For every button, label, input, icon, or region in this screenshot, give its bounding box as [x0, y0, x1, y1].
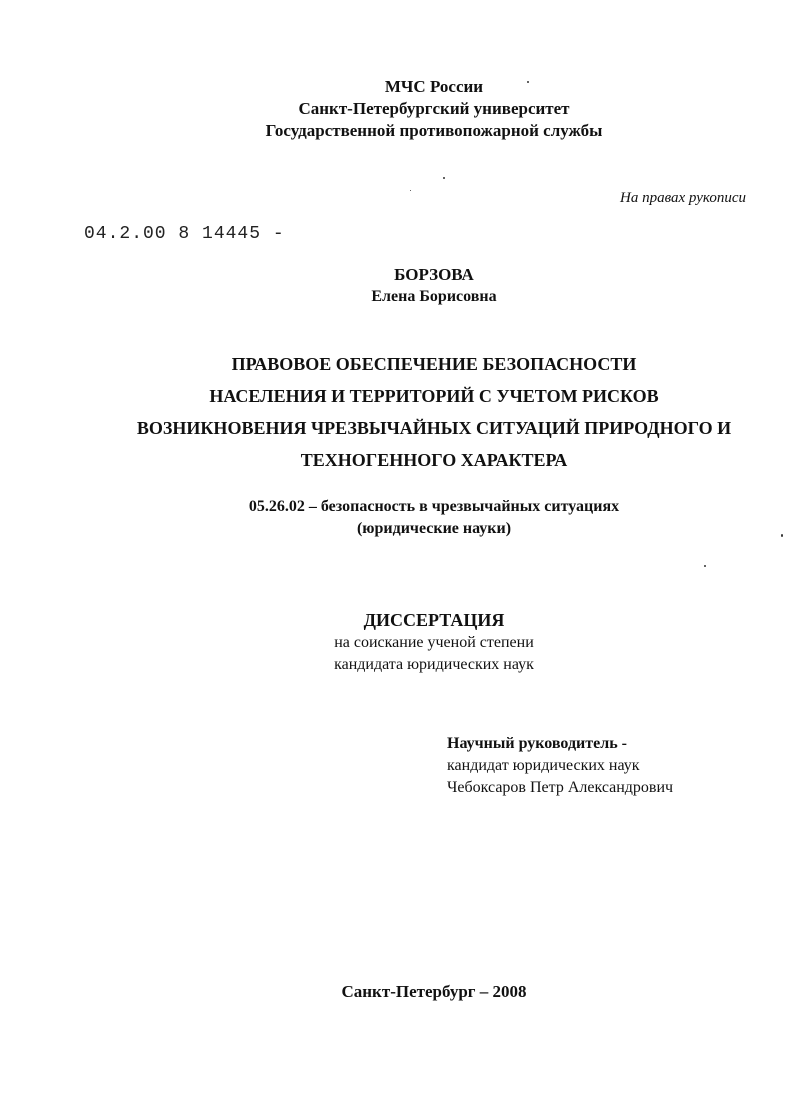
- author-name: Елена Борисовна: [371, 288, 497, 305]
- scan-speck: [410, 190, 411, 191]
- title-line-3: ВОЗНИКНОВЕНИЯ ЧРЕЗВЫЧАЙНЫХ СИТУАЦИЙ ПРИРОДНОГО И: [136, 418, 732, 438]
- title-line-1: ПРАВОВОЕ ОБЕСПЕЧЕНИЕ БЕЗОПАСНОСТИ: [231, 354, 637, 374]
- specialty-block: [100, 496, 768, 540]
- advisor-block: [447, 733, 673, 799]
- degree-block: [100, 608, 768, 676]
- author-block: [0, 264, 798, 308]
- scan-speck: [443, 177, 445, 179]
- city-year: Санкт-Петербург – 2008: [341, 982, 527, 1001]
- org-line-3: Государственной противопожарной службы: [265, 121, 603, 140]
- org-line-1: МЧС России: [384, 77, 484, 96]
- scan-speck: [781, 534, 783, 537]
- manuscript-note: На правах рукописи: [620, 190, 746, 206]
- scan-speck: [704, 565, 706, 567]
- document-type: ДИССЕРТАЦИЯ: [363, 610, 505, 630]
- title-line-2: НАСЕЛЕНИЯ И ТЕРРИТОРИЙ С УЧЕТОМ РИСКОВ: [209, 386, 659, 406]
- title-line-4: ТЕХНОГЕННОГО ХАРАКТЕРА: [300, 450, 568, 470]
- library-stamp-number: 04.2.00 8 14445 -: [84, 224, 285, 244]
- specialty-field: (юридические науки): [356, 520, 512, 537]
- dissertation-title: [100, 348, 768, 476]
- specialty-code: 05.26.02 – безопасность в чрезвычайных ситуациях: [248, 498, 620, 515]
- scan-speck: [527, 81, 529, 83]
- organization-header: [0, 76, 798, 142]
- advisor-label: Научный руководитель -: [447, 735, 627, 752]
- advisor-degree: кандидат юридических наук: [447, 757, 640, 774]
- author-surname: БОРЗОВА: [394, 265, 474, 284]
- org-line-2: Санкт-Петербургский университет: [298, 99, 570, 118]
- advisor-name: Чебоксаров Петр Александрович: [447, 779, 674, 796]
- degree-line-2: кандидата юридических наук: [334, 656, 534, 673]
- degree-line-1: на соискание ученой степени: [334, 634, 534, 651]
